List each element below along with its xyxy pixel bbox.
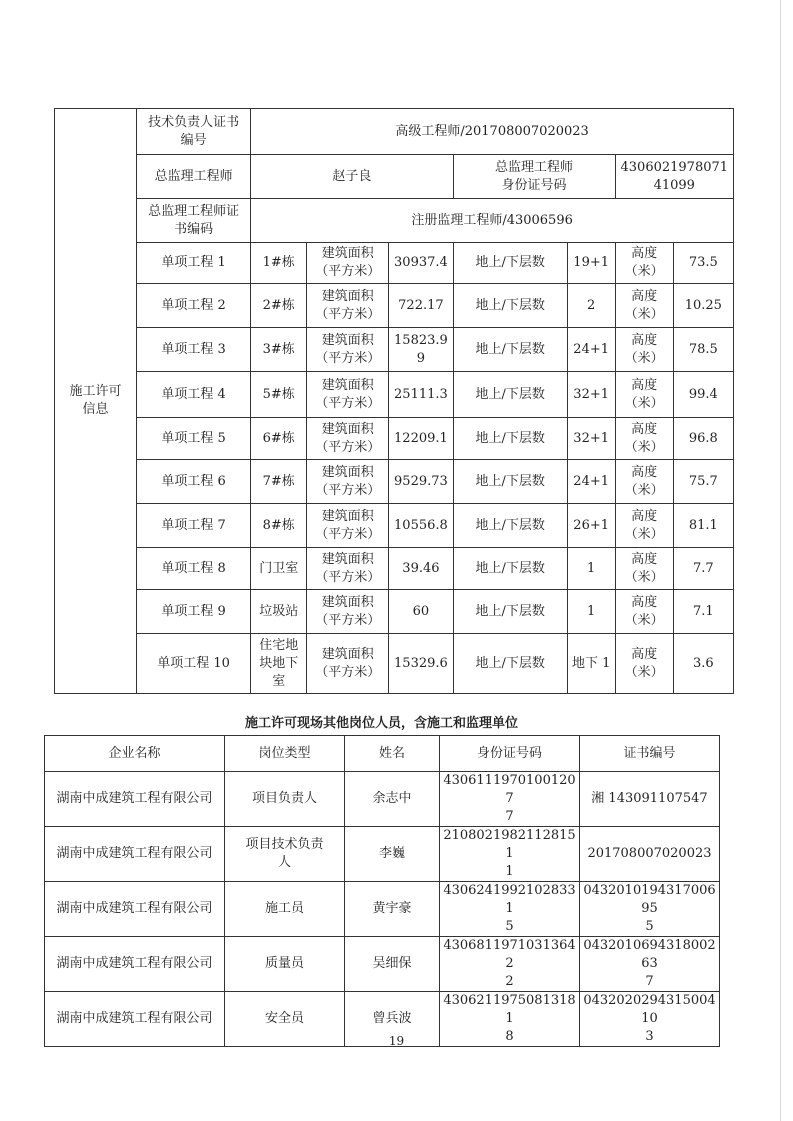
- header-role: 岗位类型: [225, 736, 345, 772]
- staff-cert-number: 043201019431700695 5: [580, 882, 720, 937]
- project-height: 81.1: [673, 504, 733, 548]
- height-label: 高度 （米）: [615, 418, 673, 460]
- project-building: 3#栋: [251, 328, 307, 372]
- project-height: 73.5: [673, 243, 733, 284]
- staff-role: 质量员: [225, 937, 345, 992]
- staff-cert-number: 湘 143091107547: [580, 772, 720, 827]
- project-name: 单项工程 1: [137, 243, 251, 284]
- project-height: 10.25: [673, 284, 733, 328]
- project-area: 15329.6: [389, 634, 453, 694]
- permit-info-table: [54, 108, 734, 694]
- height-label: 高度 （米）: [615, 372, 673, 418]
- area-label: 建筑面积 （平方米）: [307, 504, 389, 548]
- project-floors: 24+1: [567, 328, 615, 372]
- area-label: 建筑面积 （平方米）: [307, 548, 389, 590]
- project-height: 78.5: [673, 328, 733, 372]
- staff-id-number: 43061119701001207 7: [440, 772, 580, 827]
- project-area: 39.46: [389, 548, 453, 590]
- project-name: 单项工程 8: [137, 548, 251, 590]
- staff-name: 余志中: [345, 772, 440, 827]
- area-label: 建筑面积 （平方米）: [307, 460, 389, 504]
- project-height: 99.4: [673, 372, 733, 418]
- project-building: 7#栋: [251, 460, 307, 504]
- tech-cert-value: 高级工程师/201708007020023: [251, 109, 734, 155]
- staff-cert-number: 043201069431800263 7: [580, 937, 720, 992]
- staff-row: [45, 827, 720, 882]
- project-row: [55, 504, 734, 548]
- project-building: 8#栋: [251, 504, 307, 548]
- project-name: 单项工程 4: [137, 372, 251, 418]
- staff-id-number: 43062419921028331 5: [440, 882, 580, 937]
- floors-label: 地上/下层数: [453, 504, 567, 548]
- project-building: 垃圾站: [251, 590, 307, 634]
- project-row: [55, 590, 734, 634]
- chief-supervisor-id-value: 430602197807141099: [615, 155, 733, 199]
- staff-row: [45, 882, 720, 937]
- staff-role: 项目负责人: [225, 772, 345, 827]
- project-building: 住宅地 块地下 室: [251, 634, 307, 694]
- staff-name: 吴细保: [345, 937, 440, 992]
- staff-id-number: 43068119710313642 2: [440, 937, 580, 992]
- height-label: 高度 （米）: [615, 460, 673, 504]
- project-row: [55, 634, 734, 694]
- area-label: 建筑面积 （平方米）: [307, 372, 389, 418]
- project-row: [55, 460, 734, 504]
- height-label: 高度 （米）: [615, 634, 673, 694]
- area-label: 建筑面积 （平方米）: [307, 590, 389, 634]
- page-number: 19: [388, 1034, 405, 1048]
- project-building: 门卫室: [251, 548, 307, 590]
- project-area: 9529.73: [389, 460, 453, 504]
- permit-section-label: 施工许可 信息: [55, 109, 137, 694]
- project-name: 单项工程 10: [137, 634, 251, 694]
- project-building: 2#栋: [251, 284, 307, 328]
- project-floors: 地下 1: [567, 634, 615, 694]
- height-label: 高度 （米）: [615, 548, 673, 590]
- staff-cert-number: 201708007020023: [580, 827, 720, 882]
- staff-name: 黄宇豪: [345, 882, 440, 937]
- floors-label: 地上/下层数: [453, 634, 567, 694]
- floors-label: 地上/下层数: [453, 460, 567, 504]
- staff-row: [45, 772, 720, 827]
- height-label: 高度 （米）: [615, 504, 673, 548]
- chief-supervisor-cert-label: 总监理工程师证 书编码: [137, 199, 251, 243]
- area-label: 建筑面积 （平方米）: [307, 328, 389, 372]
- project-building: 5#栋: [251, 372, 307, 418]
- area-label: 建筑面积 （平方米）: [307, 243, 389, 284]
- staff-company: 湖南中成建筑工程有限公司: [45, 992, 225, 1047]
- floors-label: 地上/下层数: [453, 243, 567, 284]
- staff-company: 湖南中成建筑工程有限公司: [45, 937, 225, 992]
- header-company: 企业名称: [45, 736, 225, 772]
- staff-table: [44, 735, 720, 1047]
- chief-supervisor-value: 赵子良: [251, 155, 453, 199]
- project-floors: 26+1: [567, 504, 615, 548]
- height-label: 高度 （米）: [615, 590, 673, 634]
- height-label: 高度 （米）: [615, 243, 673, 284]
- project-name: 单项工程 2: [137, 284, 251, 328]
- project-area: 12209.1: [389, 418, 453, 460]
- project-name: 单项工程 5: [137, 418, 251, 460]
- header-id-number: 身份证号码: [440, 736, 580, 772]
- staff-role: 施工员: [225, 882, 345, 937]
- staff-id-number: 21080219821128151 1: [440, 827, 580, 882]
- staff-role: 项目技术负责 人: [225, 827, 345, 882]
- project-floors: 32+1: [567, 372, 615, 418]
- tech-cert-label: 技术负责人证书 编号: [137, 109, 251, 155]
- staff-name: 曾兵波: [345, 992, 440, 1047]
- chief-supervisor-cert-value: 注册监理工程师/43006596: [251, 199, 734, 243]
- project-row: [55, 284, 734, 328]
- floors-label: 地上/下层数: [453, 372, 567, 418]
- height-label: 高度 （米）: [615, 284, 673, 328]
- project-floors: 1: [567, 590, 615, 634]
- scan-edge-line: [780, 0, 781, 1121]
- staff-name: 李巍: [345, 827, 440, 882]
- project-name: 单项工程 3: [137, 328, 251, 372]
- staff-table-title: 施工许可现场其他岗位人员，含施工和监理单位: [244, 716, 518, 731]
- floors-label: 地上/下层数: [453, 328, 567, 372]
- project-area: 15823.9 9: [389, 328, 453, 372]
- project-height: 3.6: [673, 634, 733, 694]
- project-building: 6#栋: [251, 418, 307, 460]
- project-area: 30937.4: [389, 243, 453, 284]
- project-floors: 2: [567, 284, 615, 328]
- project-row: [55, 372, 734, 418]
- project-floors: 24+1: [567, 460, 615, 504]
- project-height: 7.7: [673, 548, 733, 590]
- project-area: 60: [389, 590, 453, 634]
- header-cert-number: 证书编号: [580, 736, 720, 772]
- project-building: 1#栋: [251, 243, 307, 284]
- chief-supervisor-id-label: 总监理工程师 身份证号码: [453, 155, 615, 199]
- project-area: 10556.8: [389, 504, 453, 548]
- project-row: [55, 328, 734, 372]
- project-height: 7.1: [673, 590, 733, 634]
- floors-label: 地上/下层数: [453, 548, 567, 590]
- area-label: 建筑面积 （平方米）: [307, 634, 389, 694]
- staff-company: 湖南中成建筑工程有限公司: [45, 772, 225, 827]
- staff-id-number: 43062119750813181 8: [440, 992, 580, 1047]
- staff-role: 安全员: [225, 992, 345, 1047]
- staff-cert-number: 043202029431500410 3: [580, 992, 720, 1047]
- project-row: [55, 418, 734, 460]
- project-name: 单项工程 7: [137, 504, 251, 548]
- height-label: 高度 （米）: [615, 328, 673, 372]
- project-floors: 32+1: [567, 418, 615, 460]
- staff-row: [45, 937, 720, 992]
- project-name: 单项工程 6: [137, 460, 251, 504]
- floors-label: 地上/下层数: [453, 284, 567, 328]
- project-name: 单项工程 9: [137, 590, 251, 634]
- project-floors: 19+1: [567, 243, 615, 284]
- project-row: [55, 548, 734, 590]
- chief-supervisor-label: 总监理工程师: [137, 155, 251, 199]
- staff-company: 湖南中成建筑工程有限公司: [45, 827, 225, 882]
- project-area: 25111.3: [389, 372, 453, 418]
- floors-label: 地上/下层数: [453, 418, 567, 460]
- header-name: 姓名: [345, 736, 440, 772]
- area-label: 建筑面积 （平方米）: [307, 418, 389, 460]
- staff-header-row: [45, 736, 720, 772]
- floors-label: 地上/下层数: [453, 590, 567, 634]
- project-height: 96.8: [673, 418, 733, 460]
- project-floors: 1: [567, 548, 615, 590]
- project-area: 722.17: [389, 284, 453, 328]
- project-row: [55, 243, 734, 284]
- area-label: 建筑面积 （平方米）: [307, 284, 389, 328]
- project-height: 75.7: [673, 460, 733, 504]
- staff-company: 湖南中成建筑工程有限公司: [45, 882, 225, 937]
